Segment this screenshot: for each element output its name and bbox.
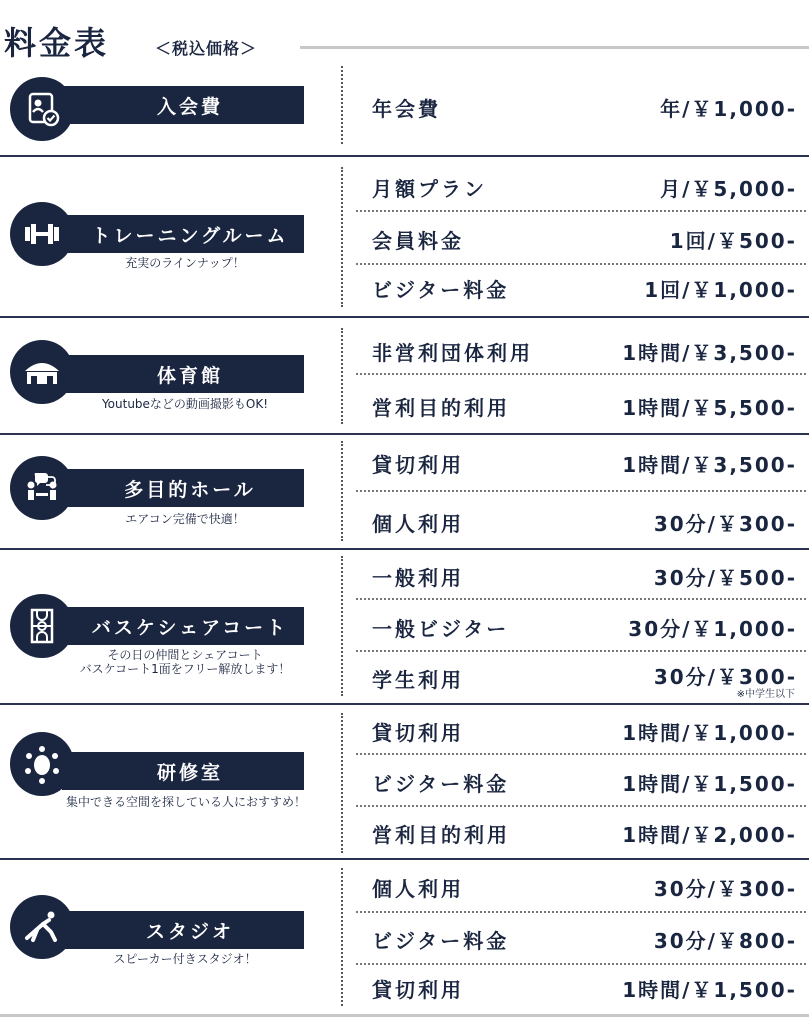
plan-price: 1時間/￥3,500- bbox=[622, 453, 797, 477]
row-separator bbox=[356, 373, 806, 375]
row-separator bbox=[356, 210, 806, 212]
plan-label: 個人利用 bbox=[372, 877, 464, 901]
section-title: 体育館 bbox=[62, 355, 304, 393]
plan-price: 1時間/￥2,000- bbox=[622, 823, 797, 847]
plan-price: 月/￥5,000- bbox=[660, 177, 797, 201]
basketball-court-icon bbox=[10, 594, 74, 658]
row-separator bbox=[356, 963, 806, 965]
plan-label: 会員料金 bbox=[372, 229, 464, 253]
row-separator bbox=[356, 911, 806, 913]
footer-rule bbox=[0, 1014, 809, 1017]
section-caption: その日の仲間とシェアコート bbox=[107, 648, 263, 662]
plan-label: 年会費 bbox=[372, 97, 441, 121]
plan-price: 30分/￥500- bbox=[653, 566, 797, 590]
plan-label: ビジター料金 bbox=[372, 929, 510, 953]
section-caption: スピーカー付きスタジオ！ bbox=[113, 952, 257, 966]
row-separator bbox=[356, 598, 806, 600]
section-training bbox=[0, 157, 809, 316]
section-title: スタジオ bbox=[62, 911, 304, 949]
divider bbox=[341, 868, 343, 1006]
row-separator bbox=[356, 805, 806, 807]
section-hall bbox=[0, 435, 809, 548]
membership-card-icon bbox=[10, 77, 74, 141]
plan-label: 個人利用 bbox=[372, 512, 464, 536]
section-caption: バスケコート1面をフリー解放します！ bbox=[79, 662, 291, 676]
section-seminar bbox=[0, 705, 809, 858]
section-caption: 集中できる空間を探している人におすすめ！ bbox=[65, 795, 307, 809]
plan-price: 30分/￥800- bbox=[653, 929, 797, 953]
header-rule bbox=[300, 46, 809, 49]
plan-label: ビジター料金 bbox=[372, 772, 510, 796]
plan-label: 貸切利用 bbox=[372, 978, 464, 1002]
section-title: 入会費 bbox=[62, 86, 304, 124]
plan-price: 1時間/￥1,000- bbox=[622, 721, 797, 745]
section-studio bbox=[0, 860, 809, 1012]
plan-price: 30分/￥300- bbox=[653, 665, 797, 689]
plan-label: ビジター料金 bbox=[372, 278, 510, 302]
divider bbox=[341, 556, 343, 696]
plan-price: 1時間/￥1,500- bbox=[622, 978, 797, 1002]
divider bbox=[341, 66, 343, 144]
plan-price: 30分/￥1,000- bbox=[628, 617, 797, 641]
section-title: 研修室 bbox=[62, 752, 304, 790]
plan-price: 1時間/￥3,500- bbox=[622, 341, 797, 365]
plan-price: 年/￥1,000- bbox=[660, 97, 797, 121]
section-membership bbox=[0, 66, 809, 155]
section-basket bbox=[0, 550, 809, 703]
yoga-pose-icon bbox=[10, 895, 74, 959]
section-title: バスケシェアコート bbox=[62, 607, 304, 645]
plan-label: 一般利用 bbox=[372, 566, 464, 590]
section-title: 多目的ホール bbox=[62, 469, 304, 507]
plan-label: 非営利団体利用 bbox=[372, 341, 533, 365]
plan-label: 営利目的利用 bbox=[372, 396, 510, 420]
row-separator bbox=[356, 650, 806, 652]
plan-label: 一般ビジター bbox=[372, 617, 510, 641]
plan-label: 学生利用 bbox=[372, 668, 464, 692]
page-header bbox=[0, 14, 809, 64]
gym-building-icon bbox=[10, 340, 74, 404]
divider bbox=[341, 441, 343, 541]
divider bbox=[341, 167, 343, 307]
page-subtitle: ＜税込価格＞ bbox=[155, 39, 258, 58]
conference-table-icon bbox=[10, 732, 74, 796]
plan-label: 貸切利用 bbox=[372, 453, 464, 477]
divider bbox=[341, 713, 343, 853]
plan-label: 貸切利用 bbox=[372, 721, 464, 745]
plan-price: 1時間/￥5,500- bbox=[622, 396, 797, 420]
age-note: ※中学生以下 bbox=[736, 689, 795, 700]
plan-label: 月額プラン bbox=[372, 177, 487, 201]
section-caption: Youtubeなどの動画撮影もOK! bbox=[101, 397, 269, 411]
plan-price: 1回/￥1,000- bbox=[644, 278, 797, 302]
section-caption: エアコン完備で快適！ bbox=[125, 512, 245, 526]
divider bbox=[341, 328, 343, 424]
row-separator bbox=[356, 263, 806, 265]
plan-price: 1回/￥500- bbox=[669, 229, 797, 253]
row-separator bbox=[356, 490, 806, 492]
dumbbell-icon bbox=[10, 202, 74, 266]
plan-label: 営利目的利用 bbox=[372, 823, 510, 847]
plan-price: 30分/￥300- bbox=[653, 512, 797, 536]
plan-price: 30分/￥300- bbox=[653, 877, 797, 901]
section-title: トレーニングルーム bbox=[62, 215, 304, 253]
meeting-people-icon bbox=[10, 456, 74, 520]
row-separator bbox=[356, 753, 806, 755]
plan-price: 1時間/￥1,500- bbox=[622, 772, 797, 796]
page-title: 料金表 bbox=[4, 24, 110, 62]
section-caption: 充実のラインナップ！ bbox=[125, 256, 245, 270]
section-gym bbox=[0, 318, 809, 433]
